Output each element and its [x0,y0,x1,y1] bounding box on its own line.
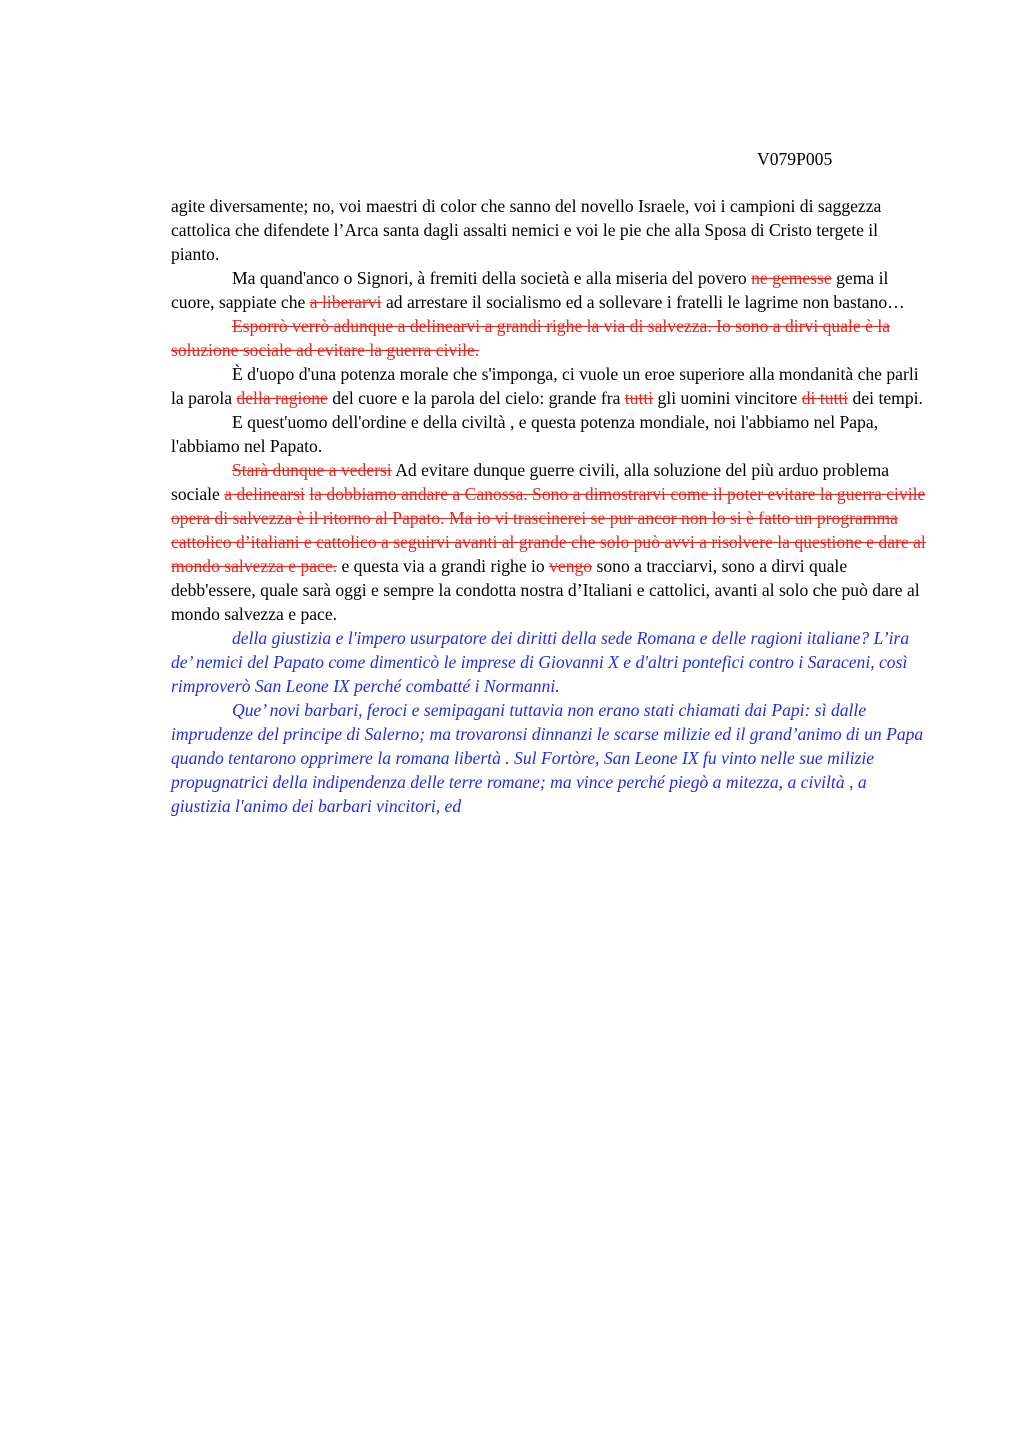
body-text [171,194,929,818]
text-run: sono a tracciarvi, sono a dirvi quale debb'essere, quale sarà oggi e sempre la condotta nostra d’Italiani e cattolici, avanti al solo che può dare al mondo salvezza e pace. [171,556,920,624]
added-text: Que’ novi barbari, feroci e semipagani tuttavia non erano stati chiamati dai Papi: sì dalle imprudenze del principe di Salerno; ma trovaronsi dinnanzi le scarse milizie ed il grand’animo di un Papa quando tentarono opprimere la romana libertà . Sul Fortòre, San Leone IX fu vinto nelle sue milizie propugnatrici della indipendenza delle terre romane; ma vince perché piegò a mitezza, a civiltà , a giustizia l'animo dei barbari vincitori, ed [171,700,924,816]
text-run: gli uomini vincitore [653,388,802,408]
deleted-text: a liberarvi [309,292,382,312]
paragraph-3-deleted [171,314,929,362]
deleted-text: Esporrò verrò adunque a delinearvi a grandi righe la via di salvezza. Io sono a dirvi quale è la soluzione sociale ad evitare la guerra civile. [171,316,891,360]
text-run: del cuore e la parola del cielo: grande fra [327,388,625,408]
deleted-text: la dobbiamo andare a Canossa. Sono a dimostrarvi come il poter evitare la guerra civile opera di salvezza è il ritorno al Papato. Ma io vi trascinerei se pur ancor non lo si è fatto un programma cattolico d’italiani e cattolico a seguirvi avanti al grande che solo può avvi a risolvere la questione e dare al mondo salvezza e pace. [171,484,926,576]
deleted-text: ne gemesse [751,268,832,288]
text-run: Ma quand'anco o Signori, à fremiti della società e alla miseria del povero [232,268,752,288]
paragraph-5 [171,410,929,458]
deleted-text: Starà dunque a vedersi [232,460,392,480]
deleted-text: vengo [549,556,593,576]
paragraph-8-added [171,698,929,818]
text-run: e questa via a grandi righe io [337,556,550,576]
text-run: Ad evitare dunque guerre civili, alla soluzione del più arduo problema sociale [171,460,890,504]
page-identifier: V079P005 [757,149,833,169]
text-run: E quest'uomo dell'ordine e della civiltà , e questa potenza mondiale, noi l'abbiamo nel Papa, l'abbiamo nel Papato. [171,412,879,456]
text-run: dei tempi. [848,388,923,408]
paragraph-6 [171,458,929,626]
text-run: È d'uopo d'una potenza morale che s'imponga, ci vuole un eroe superiore alla mondanità che parli la parola [171,364,919,408]
paragraph-7-added [171,626,929,698]
paragraph-1 [171,194,929,266]
text-run: gema il cuore, sappiate che [171,268,889,312]
text-run: ad arrestare il socialismo ed a sollevare i fratelli le lagrime non bastano… [381,292,905,312]
deleted-text: di tutti [801,388,849,408]
deleted-text: a delinearsi [224,484,305,504]
text-run: agite diversamente; no, voi maestri di color che sanno del novello Israele, voi i campioni di saggezza cattolica che difendete l’Arca santa dagli assalti nemici e voi le pie che alla Sposa di Cristo tergete il pianto. [171,196,882,264]
deleted-text: tutti [624,388,654,408]
deleted-text: della ragione [236,388,328,408]
added-text: della giustizia e l'impero usurpatore dei diritti della sede Romana e delle ragioni italiane? L’ira de’ nemici del Papato come dimenticò le imprese di Giovanni X e d'altri pontefici contro i Saraceni, così rimproverò San Leone IX perché combatté i Normanni. [171,628,910,696]
paragraph-2 [171,266,929,314]
paragraph-4 [171,362,929,410]
